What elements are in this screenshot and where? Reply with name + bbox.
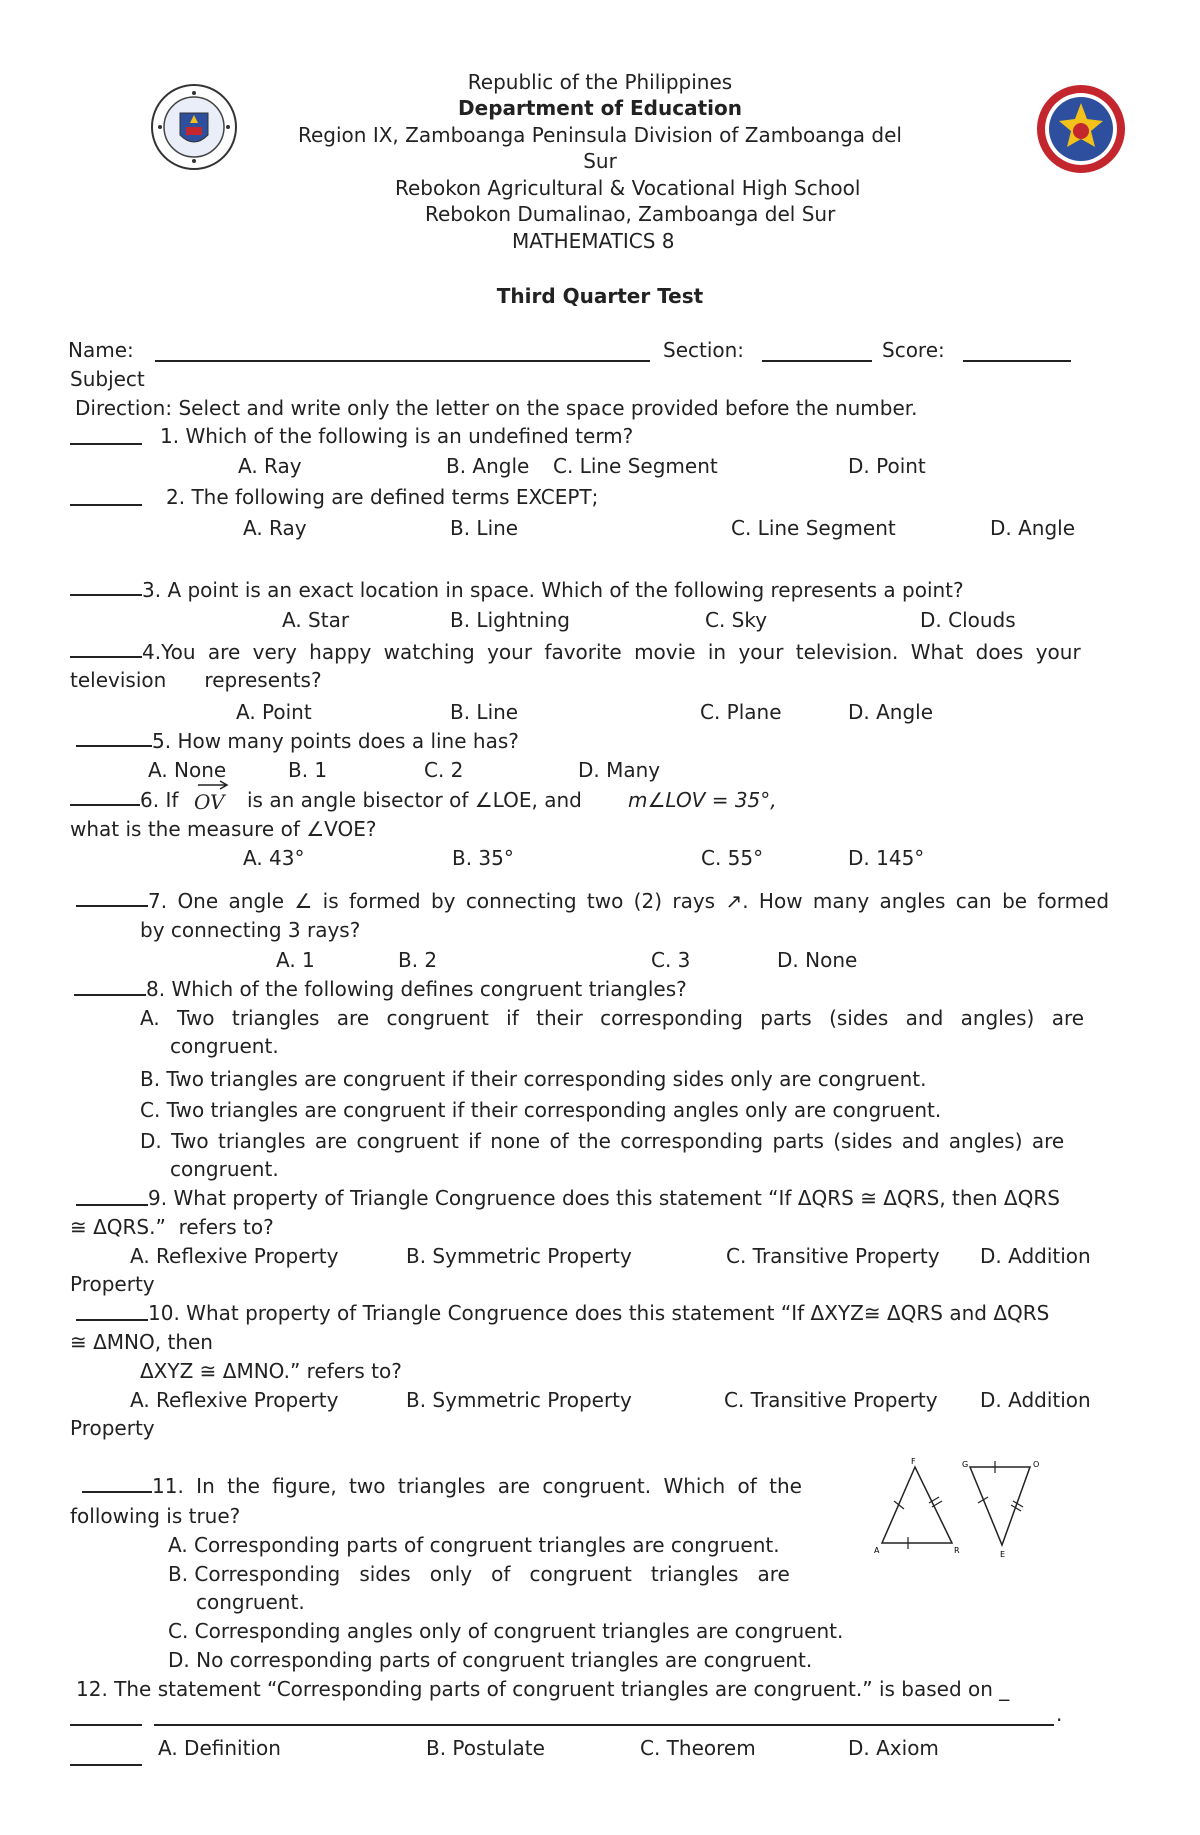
answer-blank-2[interactable] (70, 488, 142, 506)
header-department: Department of Education (458, 96, 742, 120)
answer-blank-7[interactable] (76, 889, 148, 907)
q5-choice-b: B. 1 (288, 758, 328, 782)
q6-choice-d: D. 145° (848, 846, 925, 870)
q9-choice-c: C. Transitive Property (726, 1244, 940, 1268)
q2-choice-b: B. Line (450, 516, 519, 540)
q5-text: 5. How many points does a line has? (152, 729, 519, 753)
q9-choice-b: B. Symmetric Property (406, 1244, 632, 1268)
q4-choice-a: A. Point (236, 700, 312, 724)
q4-choice-b: B. Line (450, 700, 519, 724)
answer-blank-8[interactable] (74, 978, 146, 996)
q2-choice-d: D. Angle (990, 516, 1076, 540)
label-o: O (1033, 1460, 1040, 1469)
q12-choice-c: C. Theorem (640, 1736, 756, 1760)
label-r: R (954, 1546, 960, 1555)
directions: Direction: Select and write only the letter on the space provided before the number. (75, 396, 918, 420)
score-label: Score: (882, 338, 945, 362)
answer-blank-12[interactable] (70, 1708, 142, 1726)
q3-choice-a: A. Star (282, 608, 350, 632)
label-g: G (962, 1460, 969, 1469)
q8-choice-a: A. Two triangles are congruent if their corresponding parts (sides and angles) are (140, 1006, 1085, 1030)
label-f: F (911, 1457, 916, 1466)
q1-choice-a: A. Ray (238, 454, 302, 478)
q4-choice-d: D. Angle (848, 700, 934, 724)
q6-choice-c: C. 55° (701, 846, 764, 870)
section-label: Section: (663, 338, 745, 362)
q10-text-line2: ≅ ΔMNO, then (70, 1330, 213, 1354)
q8-choice-b: B. Two triangles are congruent if their corresponding sides only are congruent. (140, 1067, 927, 1091)
q9-text-line2: ≅ ΔQRS.” refers to? (70, 1215, 274, 1239)
q9-text-line1: 9. What property of Triangle Congruence does this statement “If ΔQRS ≅ ΔQRS, then ΔQRS (148, 1186, 1060, 1210)
answer-blank-1[interactable] (70, 427, 142, 445)
q11-text-line2: following is true? (70, 1504, 241, 1528)
q11-choice-d: D. No corresponding parts of congruent triangles are congruent. (168, 1648, 813, 1672)
answer-blank-6[interactable] (70, 788, 140, 806)
q9-choice-d: D. Addition (980, 1244, 1091, 1268)
q6-text-post: is an angle bisector of ∠LOE, and (247, 788, 582, 812)
q9-choice-a: A. Reflexive Property (130, 1244, 339, 1268)
q2-choice-a: A. Ray (243, 516, 307, 540)
q1-choice-c: C. Line Segment (553, 454, 718, 478)
header-address: Rebokon Dumalinao, Zamboanga del Sur (425, 202, 836, 226)
q4-text-line1: 4.You are very happy watching your favorite movie in your television. What does your (142, 640, 1081, 664)
q12-text: 12. The statement “Corresponding parts of congruent triangles are congruent.” is based on _ (76, 1677, 1010, 1701)
q1-choice-b: B. Angle (446, 454, 530, 478)
congruent-triangles-figure (870, 1455, 1050, 1565)
q10-text-line1: 10. What property of Triangle Congruence does this statement “If ΔXYZ≅ ΔQRS and ΔQRS (148, 1301, 1050, 1325)
q11-choice-b: B. Corresponding sides only of congruent triangles are (168, 1562, 790, 1586)
ray-arrow-icon (196, 780, 232, 790)
q8-choice-d: D. Two triangles are congruent if none of the corresponding parts (sides and angles) are (140, 1129, 1065, 1153)
q11-text-line1: 11. In the figure, two triangles are congruent. Which of the (152, 1474, 802, 1498)
answer-blank-10[interactable] (76, 1303, 148, 1321)
answer-blank-5[interactable] (76, 729, 152, 747)
q12-fill-line[interactable] (154, 1708, 1054, 1726)
q7-text-line1: 7. One angle ∠ is formed by connecting two (2) rays ↗. How many angles can be formed (148, 889, 1110, 913)
q10-choice-c: C. Transitive Property (724, 1388, 938, 1412)
label-e: E (1000, 1550, 1006, 1559)
q2-choice-c: C. Line Segment (731, 516, 896, 540)
answer-blank-9[interactable] (76, 1188, 148, 1206)
name-field[interactable] (155, 340, 650, 362)
q4-text-line2: television represents? (70, 668, 322, 692)
header-region-cont: Sur (583, 149, 617, 173)
q6-choice-b: B. 35° (452, 846, 514, 870)
q7-choice-b: B. 2 (398, 948, 438, 972)
q12-choice-a: A. Definition (158, 1736, 281, 1760)
q6-ray-label: OV (194, 790, 225, 814)
header-republic: Republic of the Philippines (467, 70, 733, 94)
q6-text-pre: 6. If (140, 788, 179, 812)
q8-choice-d-cont: congruent. (170, 1157, 279, 1181)
q8-choice-a-cont: congruent. (170, 1034, 279, 1058)
q10-choice-d: D. Addition (980, 1388, 1091, 1412)
q4-choice-c: C. Plane (700, 700, 782, 724)
q11-choice-c: C. Corresponding angles only of congruent triangles are congruent. (168, 1619, 844, 1643)
answer-blank-3[interactable] (70, 578, 142, 596)
q2-text: 2. The following are defined terms EXCEPT; (166, 485, 599, 509)
q6-measure: m∠LOV = 35°, (628, 788, 777, 812)
q12-end-period: . (1056, 1702, 1063, 1726)
q10-choice-d-cont: Property (70, 1416, 155, 1440)
q6-ray-ov (194, 780, 232, 814)
q6-text-line2: what is the measure of ∠VOE? (70, 817, 377, 841)
triangle-far (882, 1467, 952, 1543)
answer-blank-11[interactable] (82, 1475, 152, 1493)
q8-text: 8. Which of the following defines congruent triangles? (146, 977, 687, 1001)
name-label: Name: (68, 338, 134, 362)
header-subject: MATHEMATICS 8 (512, 229, 675, 253)
q1-text: 1. Which of the following is an undefined term? (160, 424, 634, 448)
q12-choice-b: B. Postulate (426, 1736, 545, 1760)
q6-choice-a: A. 43° (243, 846, 305, 870)
q8-choice-c: C. Two triangles are congruent if their corresponding angles only are congruent. (140, 1098, 942, 1122)
q7-choice-d: D. None (777, 948, 858, 972)
q12-choice-d: D. Axiom (848, 1736, 939, 1760)
q3-text: 3. A point is an exact location in space. Which of the following represents a point? (142, 578, 964, 602)
score-field[interactable] (963, 340, 1071, 362)
q3-choice-c: C. Sky (705, 608, 768, 632)
q5-choice-a: A. None (148, 758, 227, 782)
q9-choice-d-cont: Property (70, 1272, 155, 1296)
q5-choice-d: D. Many (578, 758, 661, 782)
q10-choice-a: A. Reflexive Property (130, 1388, 339, 1412)
label-a: A (874, 1546, 880, 1555)
answer-blank-13[interactable] (70, 1748, 142, 1766)
q3-choice-b: B. Lightning (450, 608, 570, 632)
q7-text-line2: by connecting 3 rays? (140, 918, 361, 942)
q3-choice-d: D. Clouds (920, 608, 1016, 632)
header-school: Rebokon Agricultural & Vocational High School (395, 176, 861, 200)
header-region: Region IX, Zamboanga Peninsula Division of Zamboanga del (298, 123, 902, 147)
q11-choice-a: A. Corresponding parts of congruent triangles are congruent. (168, 1533, 780, 1557)
q7-choice-a: A. 1 (276, 948, 315, 972)
q7-choice-c: C. 3 (651, 948, 691, 972)
q1-choice-d: D. Point (848, 454, 926, 478)
q10-choice-b: B. Symmetric Property (406, 1388, 632, 1412)
q5-choice-c: C. 2 (424, 758, 464, 782)
q11-choice-b-cont: congruent. (196, 1590, 305, 1614)
subject-label: Subject (70, 367, 145, 391)
section-field[interactable] (762, 340, 872, 362)
answer-blank-4[interactable] (70, 640, 142, 658)
page-title: Third Quarter Test (496, 284, 704, 308)
q10-text-line3: ΔXYZ ≅ ΔMNO.” refers to? (140, 1359, 402, 1383)
